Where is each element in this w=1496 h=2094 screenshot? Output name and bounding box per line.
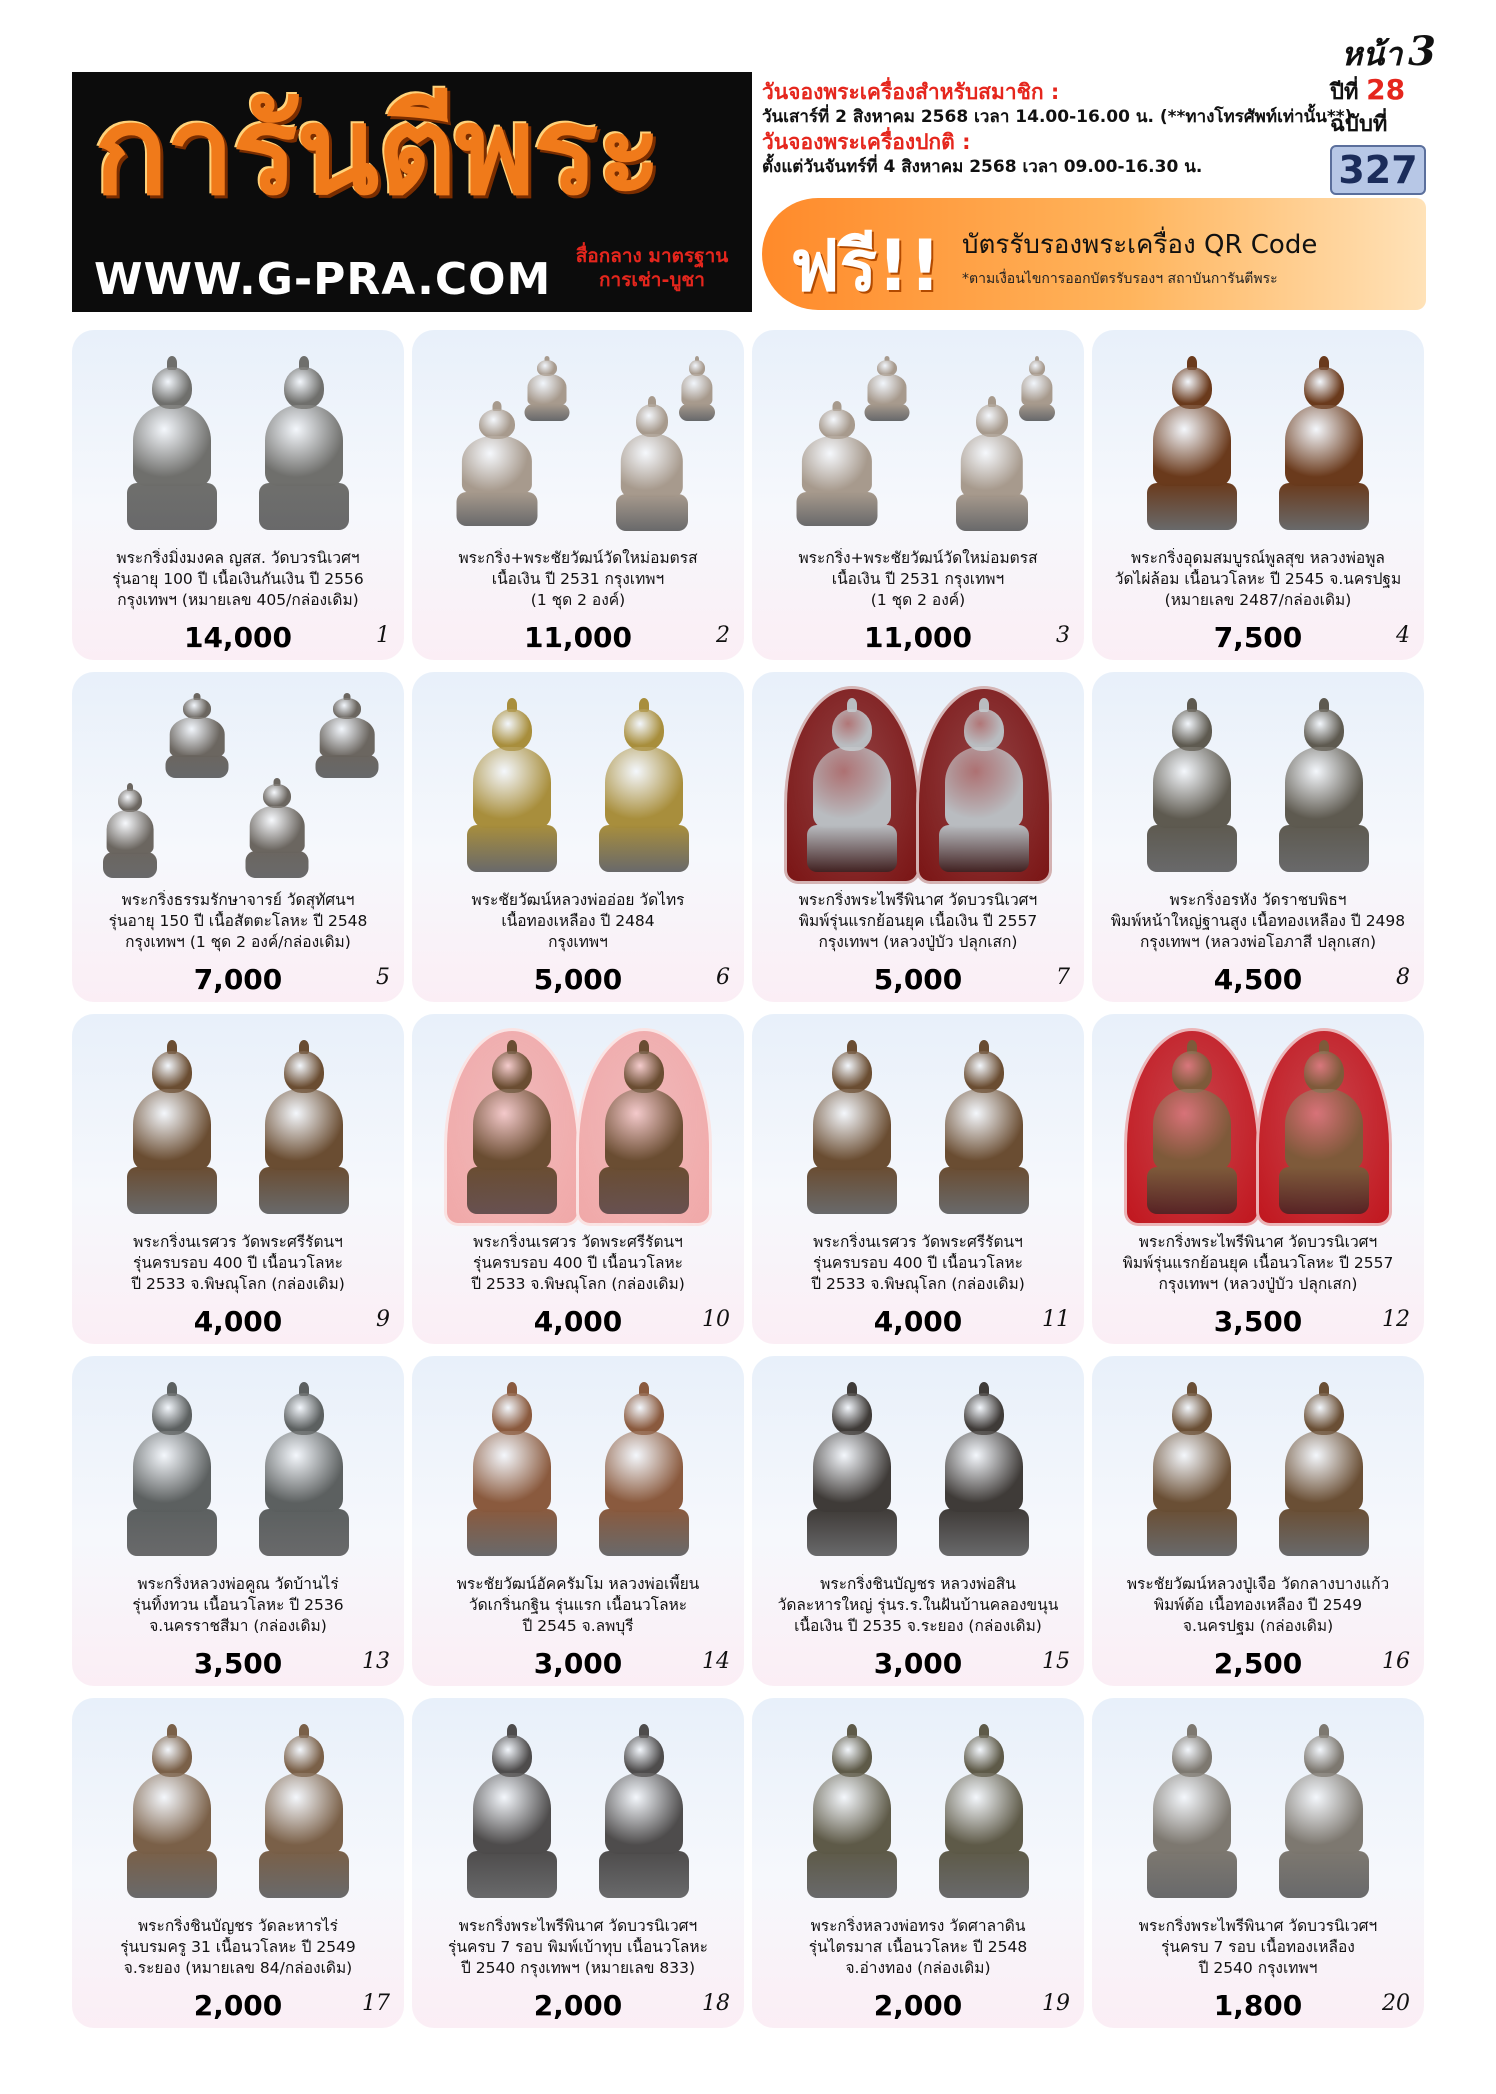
description-line: รุ่นบรมครู 31 เนื้อนวโลหะ ปี 2549 <box>120 1938 356 1956</box>
description-line: พระชัยวัฒน์หลวงปู่เจือ วัดกลางบางแก้ว <box>1126 1575 1390 1593</box>
logo-url: WWW.G-PRA.COM <box>94 254 552 305</box>
description-line: กรุงเทพฯ <box>548 933 608 951</box>
amulet-price: 7,000 <box>193 963 283 996</box>
item-number: 2 <box>716 623 730 648</box>
amulet-photos <box>72 1364 404 1564</box>
description-line: พระกริ่งพระไพรีพินาศ วัดบวรนิเวศฯ <box>458 1917 698 1935</box>
amulet-card[interactable] <box>412 672 744 1002</box>
amulet-photo <box>100 783 160 879</box>
amulet-description <box>1102 890 1414 953</box>
amulet-card[interactable] <box>752 1698 1084 2028</box>
amulet-photo <box>1274 1040 1374 1216</box>
description-line: พิมพ์หน้าใหญ่ฐานสูง เนื้อทองเหลือง ปี 2498 <box>1110 912 1406 930</box>
amulet-photo <box>1017 356 1057 422</box>
amulet-card[interactable] <box>72 672 404 1002</box>
amulet-photo <box>934 1382 1034 1558</box>
amulet-photos <box>72 680 404 880</box>
amulet-photo <box>1142 1040 1242 1216</box>
item-number: 13 <box>362 1649 390 1674</box>
amulet-photo <box>594 1724 694 1900</box>
description-line: เนื้อเงิน ปี 2531 กรุงเทพฯ <box>831 570 1005 588</box>
item-number: 20 <box>1382 1991 1410 2016</box>
amulet-photo <box>254 1382 354 1558</box>
amulet-description <box>82 548 394 611</box>
description-line: กรุงเทพฯ (หลวงปู่บัว ปลุกเสก) <box>818 933 1018 951</box>
amulet-price: 2,000 <box>533 1989 623 2022</box>
amulet-photos <box>72 338 404 538</box>
description-line: พระกริ่งนเรศวร วัดพระศรีรัตนฯ <box>473 1233 683 1251</box>
item-number: 8 <box>1396 965 1410 990</box>
amulet-card[interactable] <box>1092 672 1424 1002</box>
description-line: พระกริ่งธรรมรักษาจารย์ วัดสุทัศนฯ <box>121 891 355 909</box>
amulet-photos <box>1092 680 1424 880</box>
amulet-description <box>422 890 734 953</box>
amulet-photo <box>1142 356 1242 532</box>
item-number: 11 <box>1042 1307 1070 1332</box>
issue-label: ฉบับที่ <box>1330 112 1388 137</box>
amulet-photos <box>72 1022 404 1222</box>
amulet-card[interactable] <box>1092 1698 1424 2028</box>
amulet-photo <box>462 1382 562 1558</box>
amulet-description <box>82 1916 394 1979</box>
amulet-card[interactable] <box>72 330 404 660</box>
issue-box <box>1330 74 1426 195</box>
amulet-description <box>762 1232 1074 1295</box>
logo <box>72 72 752 312</box>
amulet-card[interactable] <box>72 1356 404 1686</box>
description-line: รุ่นไตรมาส เนื้อนวโลหะ ปี 2548 <box>808 1938 1028 1956</box>
amulet-photos <box>1092 338 1424 538</box>
description-line: พระกริ่งพระไพรีพินาศ วัดบวรนิเวศฯ <box>1138 1917 1378 1935</box>
amulet-card[interactable] <box>72 1014 404 1344</box>
amulet-photo <box>802 1724 902 1900</box>
amulet-photos <box>1092 1364 1424 1564</box>
amulet-photo <box>462 1040 562 1216</box>
description-line: (1 ชุด 2 องค์) <box>530 591 626 609</box>
year-row <box>1330 74 1426 109</box>
amulet-description <box>762 890 1074 953</box>
free-note: *ตามเงื่อนไขการออกบัตรรับรองฯ สถาบันการันตีพระ <box>962 271 1278 287</box>
item-number: 3 <box>1056 623 1070 648</box>
description-line: ปี 2540 กรุงเทพฯ (หมายเลข 833) <box>461 1959 695 1977</box>
description-line: วัดไผ่ล้อม เนื้อนวโลหะ ปี 2545 จ.นครปฐม <box>1114 570 1402 588</box>
amulet-photos <box>412 680 744 880</box>
description-line: ปี 2533 จ.พิษณุโลก (กล่องเดิม) <box>131 1275 345 1293</box>
item-number: 5 <box>376 965 390 990</box>
page-label: หน้า <box>1341 35 1403 73</box>
free-title: บัตรรับรองพระเครื่อง QR Code <box>962 230 1318 260</box>
amulet-photo <box>254 1724 354 1900</box>
amulet-photos <box>752 1706 1084 1906</box>
item-number: 18 <box>702 1991 730 2016</box>
amulet-description <box>762 1916 1074 1979</box>
amulet-price: 4,000 <box>533 1305 623 1338</box>
description-line: จ.นครปฐม (กล่องเดิม) <box>1182 1617 1334 1635</box>
amulet-photo <box>122 1724 222 1900</box>
amulet-photo <box>254 356 354 532</box>
amulet-card[interactable] <box>1092 330 1424 660</box>
amulet-photos <box>412 1706 744 1906</box>
normal-booking-detail: ตั้งแต่วันจันทร์ที่ 4 สิงหาคม 2568 เวลา 09.00-16.30 น. <box>762 157 1203 177</box>
description-line: รุ่นครบ 7 รอบ เนื้อทองเหลือง <box>1161 1938 1355 1956</box>
description-line: พระกริ่งอรหัง วัดราชบพิธฯ <box>1169 891 1347 909</box>
amulet-photo <box>1142 1382 1242 1558</box>
description-line: วัดละหารใหญ่ รุ่นร.ร.ในฝันบ้านคลองขนุน <box>777 1596 1059 1614</box>
description-line: กรุงเทพฯ (หลวงพ่อโอภาสี ปลุกเสก) <box>1139 933 1377 951</box>
description-line: จ.อ่างทอง (กล่องเดิม) <box>845 1959 991 1977</box>
description-line: พิมพ์รุ่นแรกย้อนยุค เนื้อนวโลหะ ปี 2557 <box>1122 1254 1394 1272</box>
amulet-price: 2,000 <box>873 1989 963 2022</box>
logo-tagline <box>562 244 742 292</box>
description-line: รุ่นครบรอบ 400 ปี เนื้อนวโลหะ <box>473 1254 683 1272</box>
description-line: ปี 2533 จ.พิษณุโลก (กล่องเดิม) <box>811 1275 1025 1293</box>
description-line: พระกริ่งชินบัญชร วัดละหารไร่ <box>137 1917 339 1935</box>
member-booking-detail: วันเสาร์ที่ 2 สิงหาคม 2568 เวลา 14.00-16.00 น. (**ทางโทรศัพท์เท่านั้น**) <box>762 107 1353 127</box>
amulet-card[interactable] <box>1092 1014 1424 1344</box>
description-line: รุ่นครบ 7 รอบ พิมพ์เบ้าทุบ เนื้อนวโลหะ <box>448 1938 708 1956</box>
amulet-price: 4,000 <box>873 1305 963 1338</box>
item-number: 16 <box>1382 1649 1410 1674</box>
amulet-photo <box>594 1382 694 1558</box>
logo-tag-line-2: การเช่า-บูชา <box>599 269 705 291</box>
description-line: (1 ชุด 2 องค์) <box>870 591 966 609</box>
description-line: พระกริ่งอุดมสมบูรณ์พูลสุข หลวงพ่อพูล <box>1131 549 1385 567</box>
amulet-photo <box>122 1040 222 1216</box>
amulet-description <box>82 1232 394 1295</box>
amulet-card[interactable] <box>412 1356 744 1686</box>
amulet-photo <box>802 698 902 874</box>
description-line: รุ่นทิ้งทวน เนื้อนวโลหะ ปี 2536 <box>132 1596 344 1614</box>
year-value: 28 <box>1366 73 1406 106</box>
amulet-photos <box>752 1364 1084 1564</box>
amulet-card[interactable] <box>412 1014 744 1344</box>
description-line: ปี 2540 กรุงเทพฯ <box>1198 1959 1318 1977</box>
description-line: ปี 2533 จ.พิษณุโลก (กล่องเดิม) <box>471 1275 685 1293</box>
description-line: รุ่นครบรอบ 400 ปี เนื้อนวโลหะ <box>133 1254 343 1272</box>
amulet-photo <box>242 778 312 879</box>
amulet-photos <box>72 1706 404 1906</box>
amulet-photo <box>594 1040 694 1216</box>
amulet-photo <box>312 693 382 779</box>
amulet-photo <box>462 698 562 874</box>
logo-text: การันตีพระ <box>94 80 661 222</box>
amulet-card[interactable] <box>412 330 744 660</box>
amulet-price: 4,500 <box>1213 963 1303 996</box>
free-label: ฟรี!! <box>790 225 942 307</box>
amulet-photos <box>1092 1022 1424 1222</box>
amulet-photo <box>802 1382 902 1558</box>
amulet-price: 3,500 <box>1213 1305 1303 1338</box>
amulet-price: 3,500 <box>193 1647 283 1680</box>
item-number: 10 <box>702 1307 730 1332</box>
description-line: พระกริ่งหลวงพ่อทรง วัดศาลาดิน <box>810 1917 1026 1935</box>
logo-tag-line-1: สื่อกลาง มาตรฐาน <box>575 245 729 267</box>
amulet-photo <box>1274 1382 1374 1558</box>
free-qr-banner <box>762 198 1426 310</box>
amulet-photos <box>1092 1706 1424 1906</box>
description-line: ปี 2545 จ.ลพบุรี <box>522 1617 634 1635</box>
year-label: ปีที่ <box>1330 80 1359 105</box>
amulet-description <box>1102 548 1414 611</box>
amulet-photo <box>934 1040 1034 1216</box>
description-line: จ.ระยอง (หมายเลข 84/กล่องเดิม) <box>123 1959 353 1977</box>
amulet-photo <box>462 1724 562 1900</box>
amulet-card[interactable] <box>752 1356 1084 1686</box>
item-number: 12 <box>1382 1307 1410 1332</box>
amulet-price: 14,000 <box>183 621 293 654</box>
item-number: 9 <box>376 1307 390 1332</box>
amulet-photo <box>934 1724 1034 1900</box>
amulet-description <box>422 1916 734 1979</box>
amulet-description <box>762 548 1074 611</box>
amulet-photo <box>862 356 912 422</box>
amulet-price: 7,500 <box>1213 621 1303 654</box>
amulet-price: 1,800 <box>1213 1989 1303 2022</box>
amulet-photo <box>594 698 694 874</box>
description-line: เนื้อทองเหลือง ปี 2484 <box>501 912 655 930</box>
item-number: 4 <box>1396 623 1410 648</box>
amulet-price: 5,000 <box>873 963 963 996</box>
amulet-price: 3,000 <box>533 1647 623 1680</box>
description-line: พระชัยวัฒน์หลวงพ่ออ่อย วัดไทร <box>471 891 685 909</box>
description-line: พระกริ่ง+พระชัยวัฒน์วัดใหม่อมตรส <box>458 549 698 567</box>
description-line: พระชัยวัฒน์อัคครัมโม หลวงพ่อเพี้ยน <box>456 1575 700 1593</box>
description-line: รุ่นอายุ 150 ปี เนื้อสัตตะโลหะ ปี 2548 <box>108 912 368 930</box>
amulet-photos <box>752 680 1084 880</box>
description-line: พระกริ่งพระไพรีพินาศ วัดบวรนิเวศฯ <box>1138 1233 1378 1251</box>
amulet-photo <box>934 698 1034 874</box>
item-number: 6 <box>716 965 730 990</box>
amulet-photo <box>1274 356 1374 532</box>
description-line: กรุงเทพฯ (1 ชุด 2 องค์/กล่องเดิม) <box>125 933 351 951</box>
amulet-photo <box>677 356 717 422</box>
amulet-price: 5,000 <box>533 963 623 996</box>
description-line: พระกริ่งชินบัญชร หลวงพ่อสิน <box>820 1575 1016 1593</box>
amulet-card[interactable] <box>72 1698 404 2028</box>
item-number: 1 <box>376 623 390 648</box>
amulet-photos <box>412 1022 744 1222</box>
description-line: (หมายเลข 2487/กล่องเดิม) <box>1164 591 1352 609</box>
amulet-card[interactable] <box>752 672 1084 1002</box>
amulet-price: 2,000 <box>193 1989 283 2022</box>
item-number: 14 <box>702 1649 730 1674</box>
amulet-description <box>82 890 394 953</box>
item-number: 19 <box>1042 1991 1070 2016</box>
description-line: พิมพ์รุ่นแรกย้อนยุค เนื้อเงิน ปี 2557 <box>798 912 1038 930</box>
amulet-photo <box>254 1040 354 1216</box>
page-value: 3 <box>1408 28 1436 75</box>
amulet-grid <box>72 330 1428 2028</box>
amulet-photo <box>122 1382 222 1558</box>
item-number: 7 <box>1056 965 1070 990</box>
amulet-description <box>1102 1574 1414 1637</box>
description-line: พระกริ่งพระไพรีพินาศ วัดบวรนิเวศฯ <box>798 891 1038 909</box>
amulet-price: 11,000 <box>523 621 633 654</box>
amulet-photo <box>122 356 222 532</box>
description-line: กรุงเทพฯ (หลวงปู่บัว ปลุกเสก) <box>1158 1275 1358 1293</box>
amulet-photo <box>522 356 572 422</box>
amulet-photos <box>412 338 744 538</box>
amulet-photos <box>752 338 1084 538</box>
description-line: พระกริ่งมิ่งมงคล ญสส. วัดบวรนิเวศฯ <box>116 549 360 567</box>
amulet-card[interactable] <box>1092 1356 1424 1686</box>
amulet-description <box>82 1574 394 1637</box>
description-line: พระกริ่งนเรศวร วัดพระศรีรัตนฯ <box>813 1233 1023 1251</box>
amulet-description <box>422 548 734 611</box>
description-line: วัดเกริ่นกฐิน รุ่นแรก เนื้อนวโลหะ <box>468 1596 688 1614</box>
amulet-card[interactable] <box>412 1698 744 2028</box>
description-line: เนื้อเงิน ปี 2531 กรุงเทพฯ <box>491 570 665 588</box>
description-line: เนื้อเงิน ปี 2535 จ.ระยอง (กล่องเดิม) <box>794 1617 1042 1635</box>
description-line: พระกริ่งนเรศวร วัดพระศรีรัตนฯ <box>133 1233 343 1251</box>
amulet-price: 4,000 <box>193 1305 283 1338</box>
normal-booking-heading: วันจองพระเครื่องปกติ : <box>762 130 971 154</box>
amulet-description <box>422 1232 734 1295</box>
description-line: พระกริ่งหลวงพ่อคูณ วัดบ้านไร่ <box>137 1575 339 1593</box>
member-booking-heading: วันจองพระเครื่องสำหรับสมาชิก : <box>762 80 1060 104</box>
amulet-photo <box>802 1040 902 1216</box>
amulet-photo <box>1274 698 1374 874</box>
amulet-description <box>1102 1916 1414 1979</box>
amulet-price: 3,000 <box>873 1647 963 1680</box>
amulet-description <box>422 1574 734 1637</box>
amulet-description <box>1102 1232 1414 1295</box>
description-line: พิมพ์ต้อ เนื้อทองเหลือง ปี 2549 <box>1153 1596 1363 1614</box>
amulet-price: 2,500 <box>1213 1647 1303 1680</box>
description-line: จ.นครราชสีมา (กล่องเดิม) <box>149 1617 327 1635</box>
description-line: รุ่นอายุ 100 ปี เนื้อเงินกันเงิน ปี 2556 <box>112 570 364 588</box>
amulet-card[interactable] <box>752 1014 1084 1344</box>
issue-number: 327 <box>1330 145 1426 195</box>
item-number: 15 <box>1042 1649 1070 1674</box>
amulet-photo <box>162 693 232 779</box>
description-line: รุ่นครบรอบ 400 ปี เนื้อนวโลหะ <box>813 1254 1023 1272</box>
amulet-card[interactable] <box>752 330 1084 660</box>
amulet-photo <box>1142 698 1242 874</box>
description-line: พระกริ่ง+พระชัยวัฒน์วัดใหม่อมตรส <box>798 549 1038 567</box>
amulet-description <box>762 1574 1074 1637</box>
description-line: กรุงเทพฯ (หมายเลข 405/กล่องเดิม) <box>117 591 359 609</box>
amulet-photos <box>412 1364 744 1564</box>
amulet-photo <box>1142 1724 1242 1900</box>
amulet-photos <box>752 1022 1084 1222</box>
amulet-price: 11,000 <box>863 621 973 654</box>
item-number: 17 <box>362 1991 390 2016</box>
amulet-photo <box>1274 1724 1374 1900</box>
